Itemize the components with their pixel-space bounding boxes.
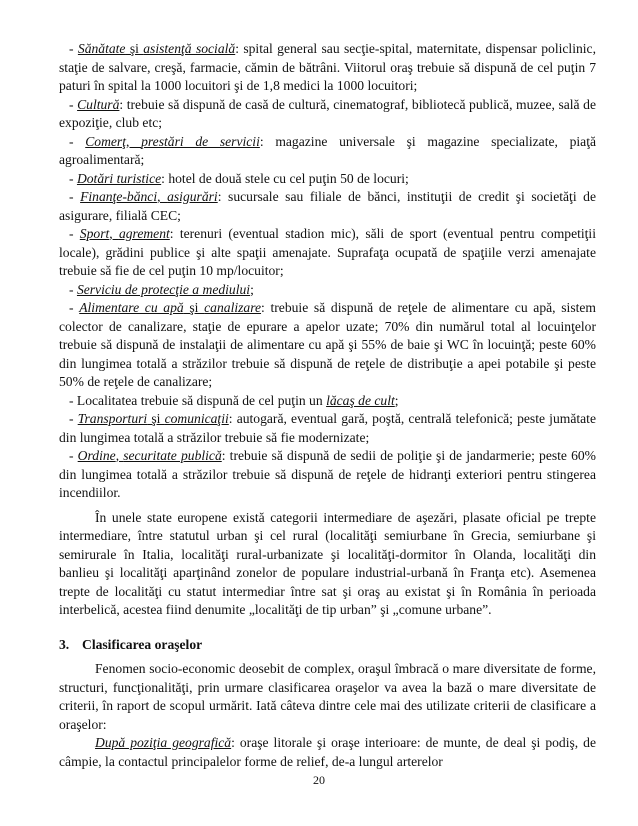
list-item-text: : trebuie să dispună de reţele de alimentare cu apă, sistem colector de canalizare, staţie de epurare a apelor uzate; 70% din numărul total al locuinţelor trebuie să dispună de instalaţii de alimentare cu apă şi 55% de baie şi WC în locuinţă; peste 60% din lungimea totală a străzilor trebuie să dispună de reţele de distribuţie a apei potabile şi peste 50% de reţele de canalizare; — [59, 300, 596, 389]
section-heading — [59, 636, 596, 655]
list-item-term: lăcaş de cult — [326, 392, 395, 408]
list-item — [59, 170, 596, 189]
list-item-text: ; — [250, 281, 254, 297]
list-item-text: - — [69, 281, 77, 297]
geographic-position-lead: După poziţia geografică — [95, 735, 232, 750]
paragraph-geographic-position — [59, 734, 596, 771]
document-page — [59, 40, 596, 771]
list-item-term: securitate publică — [123, 448, 222, 463]
list-item-text: : spital general sau secţie-spital, maternitate, dispensar policlinic, staţie de salvare, creşă, farmacie, cămin de bătrâni. Viitorul oraş trebuie să dispună de cel puţin 7 paturi în spital la 1000 locuitori şi de 1,8 medici la 1000 locuitori; — [59, 41, 596, 93]
list-item — [59, 40, 596, 96]
list-item-term: Dotări turistice — [76, 170, 162, 186]
list-item-term-wrapper — [80, 226, 109, 241]
list-item-text: - — [69, 448, 78, 463]
list-item-term: Serviciu de protecţie a mediului — [76, 281, 251, 297]
list-item-term-wrapper — [78, 411, 148, 426]
list-item — [59, 225, 596, 281]
list-item-term-wrapper — [165, 411, 229, 426]
list-item-text: : autogară, eventual gară, poştă, centrală telefonică; peste jumătate din lungimea totală a străzilor trebuie să fie modernizate; — [59, 411, 596, 445]
list-item — [59, 392, 596, 411]
list-item-term-wrapper — [77, 282, 250, 297]
list-item-text: : hotel de două stele cu cel puţin 50 de locuri; — [161, 170, 409, 186]
list-item-term-wrapper — [79, 300, 183, 315]
list-item-text: : magazine universale şi magazine specializate, piaţă agroalimentară; — [59, 133, 597, 167]
list-item-text: - — [69, 96, 78, 112]
list-item-term-wrapper — [204, 300, 261, 315]
facilities-list — [59, 40, 596, 503]
list-item-term: asistenţă socială — [143, 41, 236, 56]
list-item-text: - — [69, 300, 80, 315]
list-item-term: Finanţe-bănci — [80, 189, 158, 204]
paragraph-classification-intro: Fenomen socio-economic deosebit de complex, oraşul îmbracă o mare diversitate de forme, structuri, funcţionalităţi, prin urmare clasificarea oraşelor va avea la bază o mare diversitate de criterii, în raport de scopul urmărit. Iată câteva dintre cele mai des utilizate criterii de clasificare a oraşelor: — [59, 661, 596, 732]
list-item-text: : terenuri (eventual stadion mic), săli de sport (eventual pentru competiţii locale), grădini publice şi alte spaţii amenajate. Suprafaţa ocupată de spaţiile verzi amenajate trebuie să fie de cel puţin 10 mp/locuitor; — [59, 226, 596, 278]
list-item-text: - Localitatea trebuie să dispună de cel puţin un — [69, 392, 327, 408]
list-item — [59, 410, 596, 447]
list-item-text: ; — [394, 392, 399, 408]
paragraph-intermediate-settlements: În unele state europene există categorii intermediare de aşezări, plasate oficial pe trepte intermediare, între statutul urban şi cel rural (localităţi semiurbane în Grecia, semiurbane şi semirurale în Italia, localităţi rural-urbanizate şi localităţi-dormitor în Olanda, localităţi din banlieu şi localităţi aparţinând zonelor de populare industrial-urbană în Franţa etc). Asemenea trepte de localităţi cu statut intermediar între sat şi oraş au existat şi în România în perioada interbelică, acestea fiind denumite „localităţi de tip urban” şi „comune urbane”. — [59, 509, 596, 617]
list-item-term-wrapper — [77, 171, 161, 186]
list-item-term-wrapper — [78, 448, 116, 463]
list-item-connector: şi — [147, 411, 165, 426]
list-item-term-wrapper — [119, 226, 170, 241]
page-number: 20 — [313, 773, 325, 787]
list-item — [59, 281, 596, 300]
list-item-text: : sucursale sau filiale de bănci, instituţii de credit şi societăţi de asigurare, filială CEC; — [59, 189, 597, 223]
list-item-term-wrapper — [123, 448, 222, 463]
list-item — [59, 447, 596, 503]
list-item-term: prestări de servicii — [141, 133, 260, 149]
list-item-text: - — [69, 411, 78, 426]
list-item-connector: şi — [125, 41, 144, 56]
list-item-term-wrapper — [141, 134, 260, 149]
section-title: Clasificarea oraşelor — [82, 636, 203, 652]
list-item-text: : trebuie să dispună de sedii de poliţie şi de jandarmerie; peste 60% din lungimea totală a străzilor trebuie să dispună de reţele de hidranţi exteriori pentru stingerea incendiilor. — [59, 448, 596, 500]
list-item-term-wrapper — [167, 189, 218, 204]
list-item-text: - — [69, 170, 77, 186]
list-item-text: - — [69, 41, 78, 56]
list-item-term: agrement — [118, 226, 170, 241]
list-item-term-wrapper — [80, 189, 157, 204]
list-item-connector: , — [157, 189, 168, 204]
geographic-position-text: : oraşe litorale şi oraşe interioare: de munte, de deal şi podiş, de câmpie, la contactul principalelor forme de relief, de-a lungul arterelor — [59, 735, 596, 769]
list-item-term: asigurări — [167, 189, 218, 204]
list-item-term-wrapper — [78, 41, 126, 56]
list-item-text: - — [69, 133, 86, 149]
list-item-term-wrapper — [85, 134, 126, 149]
list-item-text: : trebuie să dispună de casă de cultură, cinematograf, bibliotecă publică, muzee, sală de expoziţie, club etc; — [59, 96, 596, 130]
list-item-term: Sport — [79, 226, 110, 241]
section-number: 3. — [59, 636, 70, 652]
list-item — [59, 133, 596, 170]
list-item-term: Cultură — [77, 96, 120, 112]
list-item-connector: , — [109, 226, 119, 241]
list-item-term: canalizare — [204, 300, 262, 315]
list-item-term: Transporturi — [77, 411, 148, 426]
list-item — [59, 96, 596, 133]
list-item-term-wrapper — [77, 97, 119, 112]
list-item-term: Ordine — [77, 448, 116, 463]
list-item-term: Alimentare cu apă — [79, 300, 184, 315]
list-item-connector: , — [115, 448, 124, 463]
list-item — [59, 188, 596, 225]
list-item — [59, 299, 596, 392]
list-item-text: - — [69, 189, 81, 204]
list-item-term-wrapper — [143, 41, 235, 56]
list-item-text: - — [69, 226, 80, 241]
list-item-term-wrapper — [326, 393, 395, 408]
list-item-connector: şi — [183, 300, 205, 315]
list-item-connector: , — [126, 133, 142, 149]
list-item-term: Comerţ — [85, 133, 126, 149]
list-item-term: Sănătate — [77, 41, 126, 56]
list-item-term: comunicaţii — [164, 411, 229, 426]
